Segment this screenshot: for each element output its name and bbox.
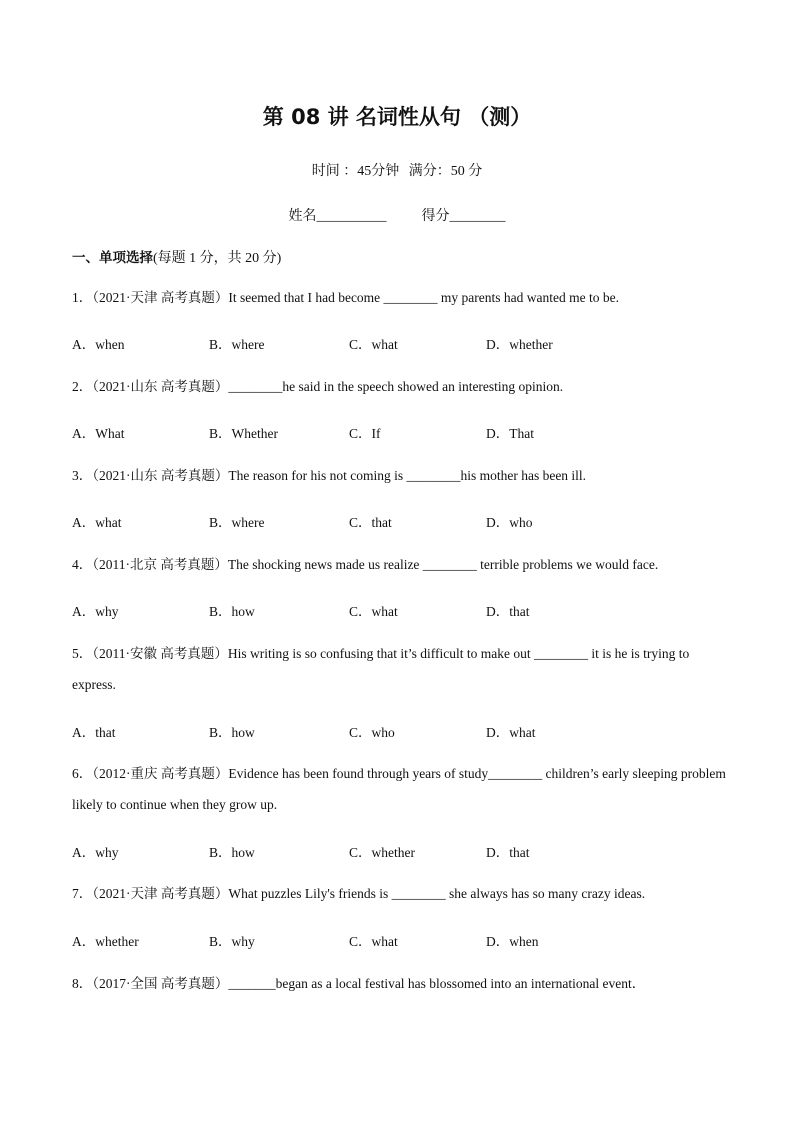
question-stem: 5．（2011·安徽 高考真题）His writing is so confusing that it’s difficult to make out ________ it is he is trying to express. [72,646,690,692]
question-stem: 2．（2021·山东 高考真题）________he said in the speech showed an interesting opinion. [72,379,564,394]
option-b[interactable]: B．where [209,515,265,530]
time-limit: 时间 ：45分钟 [311,164,400,179]
option-c[interactable]: C．what [349,934,398,949]
option-c[interactable]: C．If [349,426,381,441]
option-c[interactable]: C．what [349,604,398,619]
option-b[interactable]: B．why [209,934,255,949]
full-score: 满分：50 分 [408,164,483,179]
option-b[interactable]: B．how [209,725,255,740]
option-d[interactable]: D．when [486,934,539,949]
option-b[interactable]: B．where [209,337,265,352]
score-field[interactable]: 得分________ [421,209,506,224]
option-c[interactable]: C．whether [349,845,415,860]
question-stem: 4．（2011·北京 高考真题）The shocking news made us realize ________ terrible problems we would face. [72,557,659,572]
option-a[interactable]: A．when [72,337,125,352]
option-d[interactable]: D．whether [486,337,553,352]
section-title: 一、单项选择 [72,250,153,266]
option-a[interactable]: A．why [72,845,119,860]
question-stem: 8．（2017·全国 高考真题）_______began as a local festival has blossomed into an international event． [72,976,646,991]
question-stem: 1．（2021·天津 高考真题）It seemed that I had become ________ my parents had wanted me to be. [72,290,620,305]
option-d[interactable]: D．that [486,845,530,860]
name-field[interactable]: 姓名__________ [288,209,387,224]
section-heading [72,246,281,267]
option-c[interactable]: C．that [349,515,392,530]
option-d[interactable]: D．that [486,604,530,619]
option-a[interactable]: A．what [72,515,122,530]
page-title: 第 08 讲 名词性从句 （测） [262,105,532,129]
question-stem: 6．（2012·重庆 高考真题）Evidence has been found through years of study________ children’s early sleeping problem likely to continue when they grow up. [72,766,726,812]
option-d[interactable]: D．what [486,725,536,740]
name-score-row [0,205,794,225]
question-stem: 3．（2021·山东 高考真题）The reason for his not coming is ________his mother has been ill. [72,468,587,483]
option-a[interactable]: A．What [72,426,125,441]
option-b[interactable]: B．how [209,845,255,860]
option-c[interactable]: C．who [349,725,395,740]
section-note: (每题 1 分，共 20 分) [153,251,282,266]
option-b[interactable]: B．how [209,604,255,619]
option-d[interactable]: D．That [486,426,534,441]
option-a[interactable]: A．that [72,725,116,740]
exam-meta [0,160,794,180]
option-d[interactable]: D．who [486,515,533,530]
question-stem: 7．（2021·天津 高考真题）What puzzles Lily's friends is ________ she always has so many crazy ideas. [72,886,646,901]
option-a[interactable]: A．why [72,604,119,619]
option-c[interactable]: C．what [349,337,398,352]
option-a[interactable]: A．whether [72,934,139,949]
option-b[interactable]: B．Whether [209,426,278,441]
